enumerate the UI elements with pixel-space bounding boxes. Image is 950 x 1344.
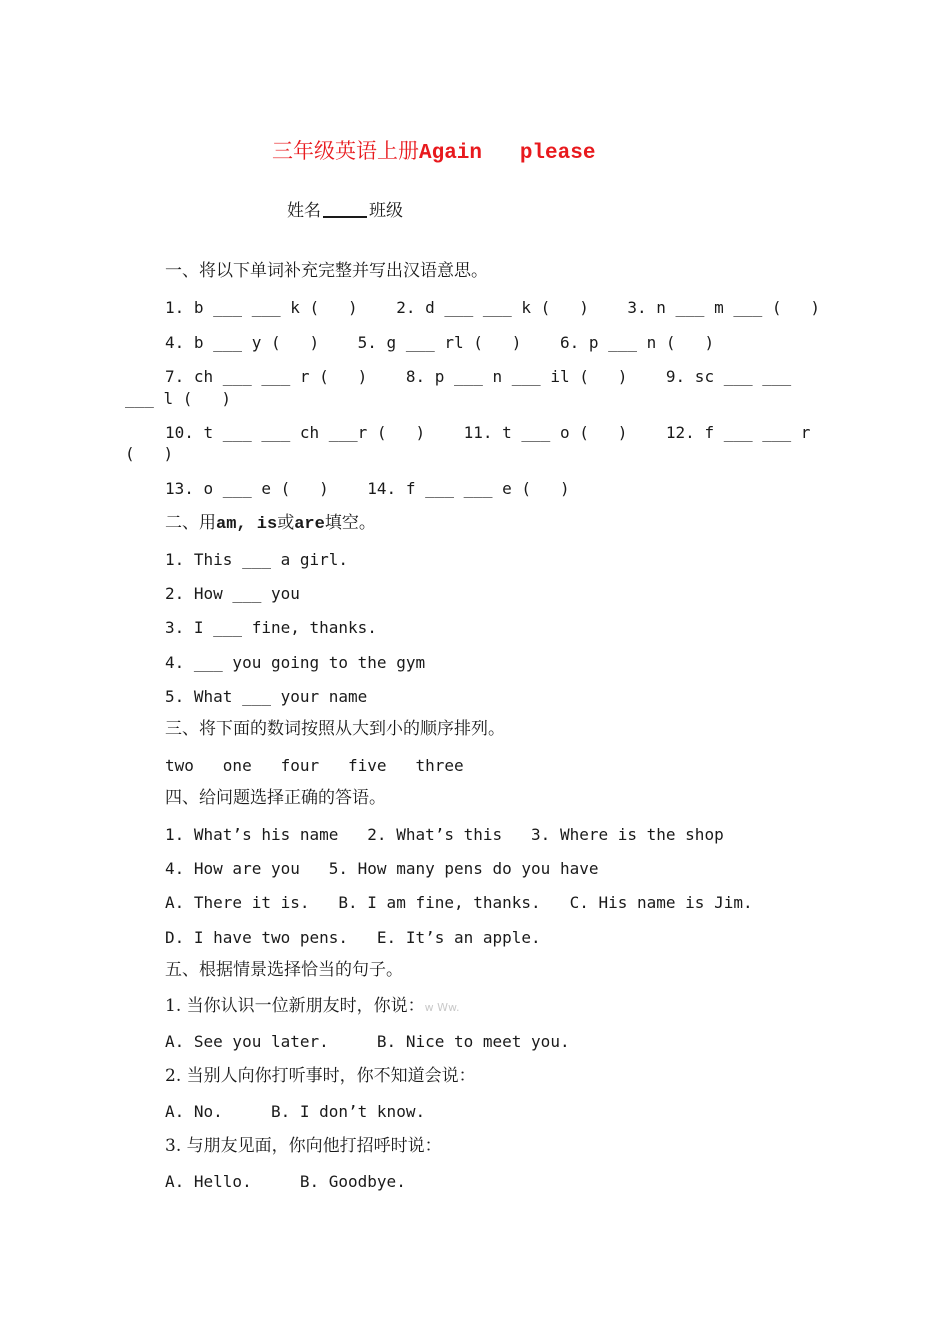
watermark-text: w Ww. bbox=[424, 1001, 460, 1014]
section2-heading-post: 填空。 bbox=[324, 513, 376, 533]
section5-options: A. See you later. B. Nice to meet you. bbox=[165, 1032, 570, 1051]
section5-heading: 五、根据情景选择恰当的句子。 bbox=[165, 960, 403, 980]
name-label: 姓名 bbox=[287, 201, 321, 221]
title-en: Again please bbox=[419, 142, 596, 165]
section2-line: 1. This ___ a girl. bbox=[165, 550, 349, 569]
section1-heading: 一、将以下单词补充完整并写出汉语意思。 bbox=[165, 261, 488, 281]
section4-heading: 四、给问题选择正确的答语。 bbox=[165, 788, 386, 808]
section2-line: 2. How ___ you bbox=[165, 584, 300, 603]
section3-words: two one four five three bbox=[165, 756, 464, 775]
section2-heading-mid: 或 bbox=[277, 513, 295, 533]
title-cn: 三年级英语上册 bbox=[272, 139, 419, 163]
section4-line: 1. What’s his name 2. What’s this 3. Where is the shop bbox=[165, 825, 724, 844]
section2-line: 3. I ___ fine, thanks. bbox=[165, 618, 377, 637]
section2-heading-word2: are bbox=[294, 515, 325, 534]
section2-heading bbox=[165, 513, 376, 535]
section5-options: A. Hello. B. Goodbye. bbox=[165, 1172, 406, 1191]
section2-line: 5. What ___ your name bbox=[165, 687, 368, 706]
section1-line: 10. t ___ ___ ch ___r ( ) 11. t ___ o ( ) 12. f ___ ___ r bbox=[165, 423, 811, 442]
section1-line: 13. o ___ e ( ) 14. f ___ ___ e ( ) bbox=[165, 479, 570, 498]
section4-line: D. I have two pens. E. It’s an apple. bbox=[165, 928, 541, 947]
page-title bbox=[272, 137, 595, 168]
section3-heading: 三、将下面的数词按照从大到小的顺序排列。 bbox=[165, 719, 505, 739]
section5-q1-text: 1. 当你认识一位新朋友时，你说： bbox=[165, 996, 425, 1016]
name-class-row bbox=[287, 200, 403, 222]
section1-line: 4. b ___ y ( ) 5. g ___ rl ( ) 6. p ___ n ( ) bbox=[165, 333, 715, 352]
section4-line: A. There it is. B. I am fine, thanks. C. His name is Jim. bbox=[165, 893, 753, 912]
section1-line: ___ l ( ) bbox=[125, 389, 231, 408]
section2-heading-pre: 二、用 bbox=[165, 513, 216, 533]
section2-line: 4. ___ you going to the gym bbox=[165, 653, 426, 672]
section1-line: 7. ch ___ ___ r ( ) 8. p ___ n ___ il ( ) 9. sc ___ ___ bbox=[165, 367, 792, 386]
section5-question bbox=[165, 996, 459, 1018]
section1-line: 1. b ___ ___ k ( ) 2. d ___ ___ k ( ) 3. n ___ m ___ ( ) bbox=[165, 298, 821, 317]
section5-question: 2. 当别人向你打听事时，你不知道会说： bbox=[165, 1066, 476, 1086]
section1-line: ( ) bbox=[125, 444, 174, 463]
section2-heading-words: am, is bbox=[216, 515, 278, 534]
section4-line: 4. How are you 5. How many pens do you have bbox=[165, 859, 599, 878]
section5-question: 3. 与朋友见面，你向他打招呼时说： bbox=[165, 1136, 442, 1156]
name-blank[interactable] bbox=[323, 200, 367, 218]
section5-options: A. No. B. I don’t know. bbox=[165, 1102, 426, 1121]
class-label: 班级 bbox=[369, 201, 403, 221]
